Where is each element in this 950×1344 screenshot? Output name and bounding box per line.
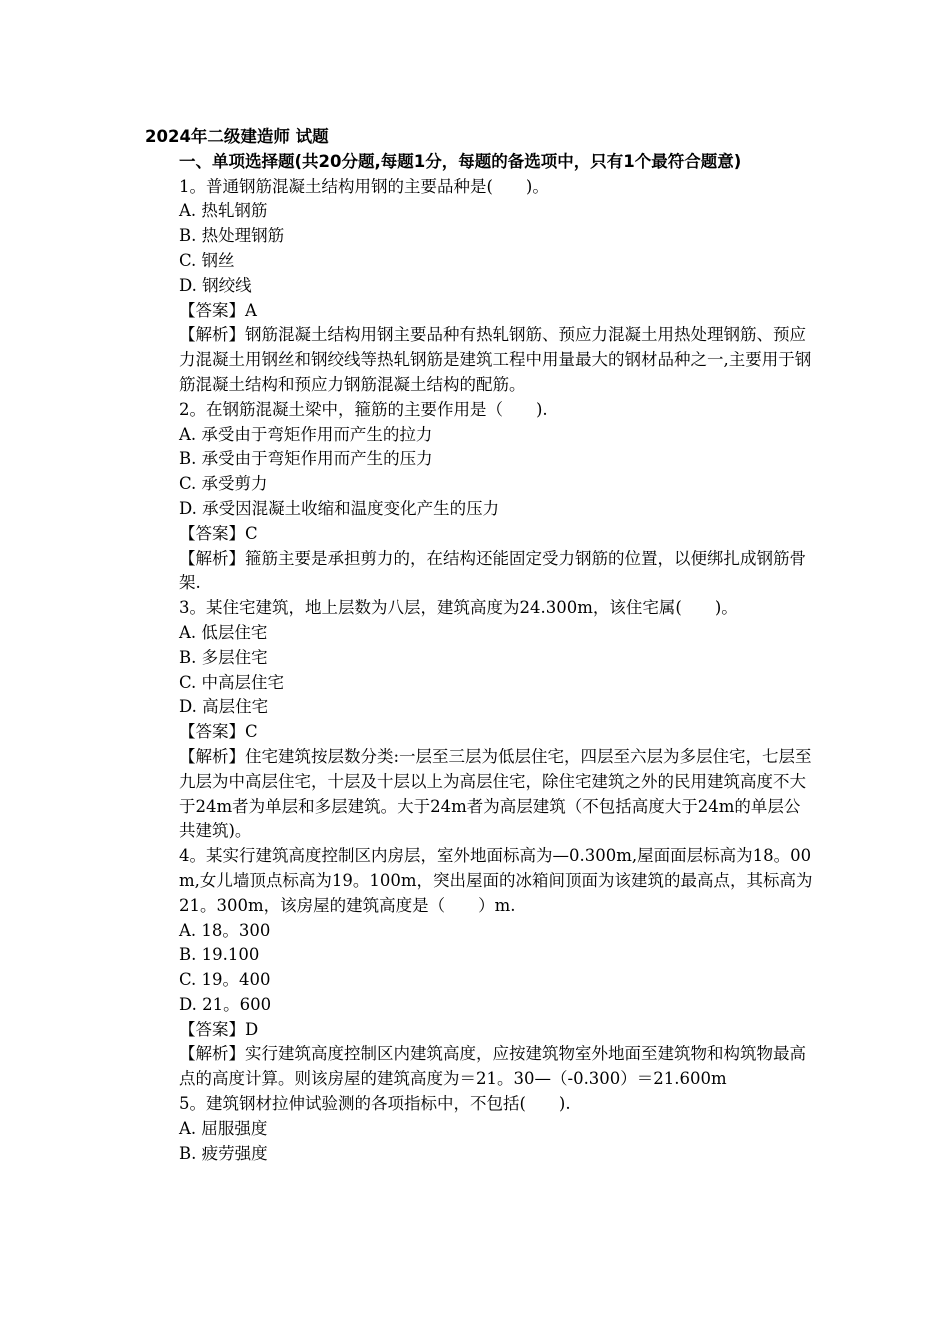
section-heading: 一、单项选择题(共20分题,每题1分，每题的备选项中，只有1个最符合题意)	[179, 151, 742, 171]
question-stem: 1。普通钢筋混凝土结构用钢的主要品种是( )。	[179, 176, 549, 196]
answer: 【答案】C	[179, 722, 258, 742]
option: C. 钢丝	[179, 250, 235, 270]
option: D. 承受因混凝土收缩和温度变化产生的压力	[179, 498, 500, 518]
option: A. 承受由于弯矩作用而产生的拉力	[179, 424, 433, 444]
document-body	[145, 125, 815, 1166]
analysis: 【解析】住宅建筑按层数分类:一层至三层为低层住宅，四层至六层为多层住宅，七层至九层为中高层住宅，十层及十层以上为高层住宅，除住宅建筑之外的民用建筑高度不大于24m者为单层和多层建筑。大于24m者为高层建筑（不包括高度大于24m的单层公共建筑)。	[179, 746, 812, 841]
option: C. 中高层住宅	[179, 672, 285, 692]
option: D. 高层住宅	[179, 697, 269, 717]
option: D. 钢绞线	[179, 275, 252, 295]
option: A. 热轧钢筋	[179, 201, 268, 221]
answer: 【答案】A	[179, 300, 257, 320]
option: B. 19.100	[179, 945, 260, 965]
option: A. 18。300	[179, 920, 271, 940]
option: C. 19。400	[179, 970, 271, 990]
question-stem: 4。某实行建筑高度控制区内房层，室外地面标高为—0.300m,屋面面层标高为18。00m,女儿墙顶点标高为19。100m，突出屋面的冰箱间顶面为该建筑的最高点，其标高为21。300m，该房屋的建筑高度是（ ）m.	[179, 846, 813, 915]
answer: 【答案】C	[179, 523, 258, 543]
analysis: 【解析】实行建筑高度控制区内建筑高度，应按建筑物室外地面至建筑物和构筑物最高点的高度计算。则该房屋的建筑高度为＝21。30—（-0.300）＝21.600m	[179, 1044, 806, 1089]
analysis: 【解析】钢筋混凝土结构用钢主要品种有热轧钢筋、预应力混凝土用热处理钢筋、预应力混凝土用钢丝和钢绞线等热轧钢筋是建筑工程中用量最大的钢材品种之一,主要用于钢筋混凝土结构和预应力钢筋混凝土结构的配筋。	[179, 325, 812, 394]
answer: 【答案】D	[179, 1019, 259, 1039]
option: A. 屈服强度	[179, 1118, 268, 1138]
option: B. 承受由于弯矩作用而产生的压力	[179, 449, 433, 469]
question-stem: 5。建筑钢材拉伸试验测的各项指标中，不包括( ).	[179, 1094, 571, 1114]
option: B. 疲劳强度	[179, 1143, 268, 1163]
option: C. 承受剪力	[179, 474, 268, 494]
analysis: 【解析】箍筋主要是承担剪力的，在结构还能固定受力钢筋的位置，以便绑扎成钢筋骨架.	[179, 548, 806, 593]
option: D. 21。600	[179, 994, 272, 1014]
option: B. 多层住宅	[179, 647, 268, 667]
question-stem: 3。某住宅建筑，地上层数为八层，建筑高度为24.300m，该住宅属( )。	[179, 598, 738, 618]
option: A. 低层住宅	[179, 622, 268, 642]
option: B. 热处理钢筋	[179, 226, 285, 246]
document-title: 2024年二级建造师 试题	[145, 127, 329, 146]
question-stem: 2。在钢筋混凝土梁中，箍筋的主要作用是（ ).	[179, 399, 548, 419]
